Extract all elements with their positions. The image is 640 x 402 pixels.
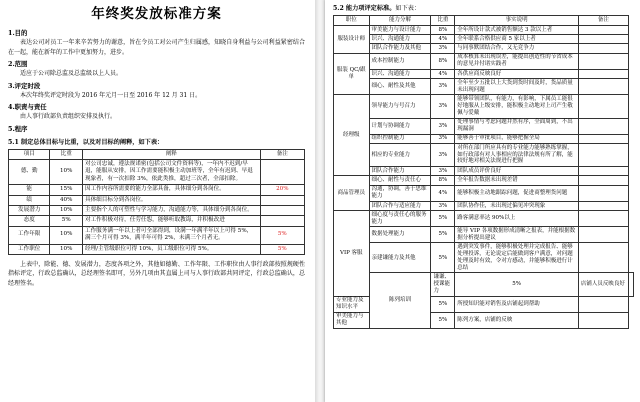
- weight-table: [8, 149, 305, 255]
- section-1-text: 表达公司对员工一年来辛苦努力的谢意，旨在令员工对公司产生归属感，知晓自身利益与公司利益紧密结合在一起，能在新年的工作中更加努力，进步。: [8, 39, 305, 56]
- ability-cell: 团队合作与适应能力: [369, 201, 431, 210]
- desc-cell: 工作服务满一年以上者可全部得到，设满一年满半年以上可得 5%，满三个月可得 3%，满半年可得 2%，未满三个月者无。: [82, 226, 260, 244]
- note-cell: [578, 227, 628, 243]
- note-cell: [578, 211, 628, 227]
- note-cell: [578, 312, 628, 328]
- ability-cell: 计划与协调能力: [369, 118, 431, 134]
- ability-cell: 相应的专业能力: [369, 143, 431, 166]
- note-cell: [578, 95, 628, 118]
- table-row: [334, 201, 634, 210]
- table-row: [334, 25, 634, 34]
- note-cell: [578, 35, 628, 44]
- position-cell: VIP 客服: [334, 211, 370, 296]
- header-fact: 事实说明: [455, 16, 579, 26]
- weight-cell: 3%: [431, 44, 455, 53]
- fact-cell: 团队协作佳，未出现过偏见冲突现象: [455, 201, 579, 210]
- remark-cell: 20%: [260, 185, 304, 195]
- weight-cell: 8%: [431, 53, 455, 69]
- ratio-cell: 40%: [50, 195, 83, 205]
- note-cell: [629, 273, 634, 296]
- weight-cell: 3%: [431, 79, 455, 95]
- weight-cell: 4%: [431, 35, 455, 44]
- item-cell: 发展潜力: [9, 205, 50, 215]
- section-5-1-heading: 5.1 制定总体目标与比重，以及对目标的阐释，如下表：: [8, 138, 164, 146]
- position-cell: 经理级: [334, 95, 370, 176]
- fact-cell: 能够积极主动地跟踪问题，促进商整理货问题: [455, 185, 579, 201]
- ratio-cell: 10%: [50, 159, 83, 184]
- ability-cell: 专业能力及知识水平: [334, 296, 370, 312]
- table-row: [334, 176, 634, 185]
- table-row: [334, 44, 634, 53]
- ability-cell: 领导能力与号召力: [369, 95, 431, 118]
- desc-cell: 主要指个人的可塑性与学习能力，沟通能力等，具体细分到各岗位。: [82, 205, 260, 215]
- section-2-text: 适应于公司除总监及总监级以上人员。: [20, 70, 123, 77]
- desc-cell: 具体细目标分到各岗位。: [82, 195, 260, 205]
- weight-cell: 8%: [431, 25, 455, 34]
- note-cell: [578, 53, 628, 69]
- section-2-heading: 2.范围: [8, 60, 28, 68]
- ratio-cell: 5%: [50, 216, 83, 226]
- page-gutter: [315, 0, 325, 402]
- position-cell: 陈列培训: [369, 273, 431, 328]
- table-row: [334, 273, 634, 296]
- table-row: [9, 159, 305, 184]
- weight-cell: 3%: [431, 134, 455, 143]
- header-item: 项目: [9, 149, 50, 159]
- note-cell: [578, 243, 628, 273]
- weight-cell: 3%: [431, 143, 455, 166]
- ability-cell: 团队合作能力及其他: [369, 44, 431, 53]
- note-cell: [578, 79, 628, 95]
- fact-cell: 全年所设计款式被销售额达 3 款以上者: [455, 25, 579, 34]
- table-row: [334, 35, 634, 44]
- weight-cell: 5%: [431, 211, 455, 227]
- fact-cell: 路客满意率达 90%以上: [455, 211, 579, 227]
- left-document-page: [0, 0, 315, 402]
- table-row: [334, 211, 634, 227]
- ability-cell: 团队合作能力: [369, 167, 431, 176]
- fact-cell: 处理事情与考虑问题井然有序，全面周到，不出现漏洞: [455, 118, 579, 134]
- note-cell: [578, 167, 628, 176]
- header-desc: 阐释: [82, 149, 260, 159]
- ability-cell: 识兴、沟通能力: [369, 35, 431, 44]
- ability-cell: 谦谦、授课能力: [431, 273, 455, 296]
- fact-cell: 能够带领团队，有能力，有影响，下属员工能很好地服从上级安排，能积极主动地对上司产生敬佩与爱戴: [455, 95, 579, 118]
- note-cell: [578, 296, 628, 312]
- table-row: [9, 195, 305, 205]
- table-row: [334, 143, 634, 166]
- ability-cell: 审美能力与设计能力: [369, 25, 431, 34]
- ability-cell: 审美能力与其他: [334, 312, 370, 328]
- weight-table-header-row: [9, 149, 305, 159]
- fact-cell: 能导 VIP 各项数据形成清晰之报表，并能根据数据分析提出建议: [455, 227, 579, 243]
- section-5-2-tail: 如下表：: [395, 5, 421, 12]
- header-ability: 能力分解: [369, 16, 431, 26]
- header-remark: 备注: [260, 149, 304, 159]
- ability-cell: 成本控制能力: [369, 53, 431, 69]
- table-row: [334, 95, 634, 118]
- table-row: [334, 243, 634, 273]
- section-4-heading: 4.职责与责任: [8, 103, 47, 111]
- weight-cell: 5%: [431, 296, 455, 312]
- table-row: [9, 205, 305, 215]
- fact-cell: 与同事默团结合作，又无竞争力: [455, 44, 579, 53]
- note-cell: [578, 143, 628, 166]
- header-note: 备注: [578, 16, 628, 26]
- weight-cell: 3%: [431, 118, 455, 134]
- position-cell: 服装设计师: [334, 25, 370, 53]
- table-footnote: 上表中，除能、德、发展潜力，态度各项之外，其他如德勤、工作年限、工作职位由人事行政部按照规硬性指标评定，行政总监确认，总经理签名即可，另外几项由其直属上司与人事行政部共同评定，行政总监确认，总经理签名。: [8, 260, 305, 287]
- note-cell: [578, 118, 628, 134]
- fact-cell: 全年报告数据未出现差错: [455, 176, 579, 185]
- note-cell: [578, 44, 628, 53]
- table-row: [334, 53, 634, 69]
- ratio-cell: 10%: [50, 205, 83, 215]
- table-row: [334, 227, 634, 243]
- ability-cell: 细心、耐性与责任心: [369, 176, 431, 185]
- ratio-cell: 10%: [50, 226, 83, 244]
- table-row: [334, 134, 634, 143]
- document-title: 年终奖发放标准方案: [91, 6, 222, 22]
- fact-cell: 全年至少五批以上大货到货时间及时，货品质量未出现问题: [455, 79, 579, 95]
- section-4-text: 由人事行政部负责组织安排及执行。: [20, 113, 117, 120]
- section-3-text: 本次年终奖评定时段为 2016 年元月一日至 2016 年 12 月 31 日。: [20, 91, 202, 99]
- weight-cell: 3%: [431, 201, 455, 210]
- right-document-page: [325, 0, 640, 402]
- remark-cell: [260, 195, 304, 205]
- section-5-2-heading: [333, 4, 634, 13]
- ability-cell: 细心、耐性及其他: [369, 79, 431, 95]
- table-row: [334, 167, 634, 176]
- weight-cell: 3%: [431, 167, 455, 176]
- table-row: [334, 118, 634, 134]
- ratio-cell: 10%: [50, 244, 83, 254]
- ability-cell: 数据处理能力: [369, 227, 431, 243]
- table-row: [9, 244, 305, 254]
- header-position: 职位: [334, 16, 370, 26]
- header-ratio: 比重: [50, 149, 83, 159]
- section-3-heading: 3.评定时段: [8, 81, 41, 90]
- note-cell: [578, 25, 628, 34]
- fact-cell: 全年联系合格供应商 5 家以上者: [455, 35, 579, 44]
- fact-cell: 遇到突发事件，能够积极处理并完成报告、能够处理投诉，无论说定后能做到客户满意，对问题处理及时有效，令对方感动，并能够积极进行计总结: [455, 243, 579, 273]
- desc-cell: 对公司忠诚，遵法规诺密(包括公司文件资料等)，一年内不迟到/早退，能服从安排，因工作需要能积极主动加班等，全年有迟到、早退现象者，有一次扣除 3%，依此类推，超过三次者，全部扣除。: [82, 159, 260, 184]
- fact-cell: 成本核算未出现误差，能提出创造性的节省成本的意见并付诸实践者: [455, 53, 579, 69]
- position-cell: 服装 QC/跟单: [334, 53, 370, 95]
- ability-cell: 细心度与责任心的服务能力: [369, 211, 431, 227]
- weight-cell: 5%: [431, 243, 455, 273]
- weight-cell: 3%: [431, 95, 455, 118]
- weight-cell: 5%: [431, 312, 455, 328]
- item-cell: 能: [9, 185, 50, 195]
- ability-table: [333, 15, 634, 329]
- position-cell: 商品管理员: [334, 176, 370, 211]
- desc-cell: 经理/主管级职位可得 10%，员工级职位可得 5%。: [82, 244, 260, 254]
- ability-cell: 组织控制能力: [369, 134, 431, 143]
- ratio-cell: 15%: [50, 185, 83, 195]
- remark-cell: [260, 216, 304, 226]
- ability-cell: 沟通，协调，善于思维能力: [369, 185, 431, 201]
- fact-cell: 团队成员评价良好: [455, 167, 579, 176]
- fact-cell: 能够善于审批项目，能够把握全局: [455, 134, 579, 143]
- remark-cell: [260, 205, 304, 215]
- item-cell: 态度: [9, 216, 50, 226]
- table-row: [9, 226, 305, 244]
- note-cell: [578, 69, 628, 78]
- weight-cell: 4%: [431, 185, 455, 201]
- section-5-2-title: 5.2 能力项评定标准。: [333, 5, 396, 12]
- note-cell: [578, 201, 628, 210]
- table-row: [9, 216, 305, 226]
- table-row: [334, 185, 634, 201]
- item-cell: 工作年限: [9, 226, 50, 244]
- weight-cell: 5%: [455, 273, 579, 296]
- table-row: [9, 185, 305, 195]
- ability-table-header-row: [334, 16, 634, 26]
- table-row: [334, 69, 634, 78]
- remark-cell: 5%: [260, 244, 304, 254]
- item-cell: 德、勤: [9, 159, 50, 184]
- ability-cell: 亲建谦能力及其他: [369, 243, 431, 273]
- section-1-heading: 1.目的: [8, 29, 28, 37]
- fact-cell: 所授知识能对销售及店铺起到帮助: [455, 296, 579, 312]
- fact-cell: 陈列方案，店铺的反映: [455, 312, 579, 328]
- remark-cell: 5%: [260, 226, 304, 244]
- fact-cell: 对所在部门所应具有的专业能力能够熟练掌握，如行政部有对人事相应的法律法规有所了解，能较好地对相关法规进行把握: [455, 143, 579, 166]
- desc-cell: 因工作内容所需要的能力全部具备，具体细分到各岗位。: [82, 185, 260, 195]
- table-row: [334, 79, 634, 95]
- fact-cell: 各供应商反映良好: [455, 69, 579, 78]
- section-5-heading: 5.程序: [8, 124, 28, 133]
- desc-cell: 对工作积极对待，任劳任怨，能够听取教诲，并积极改进: [82, 216, 260, 226]
- note-cell: [578, 134, 628, 143]
- item-cell: 绩: [9, 195, 50, 205]
- note-cell: [578, 176, 628, 185]
- weight-cell: 8%: [431, 176, 455, 185]
- fact-cell: 店铺人员反映良好: [578, 273, 628, 296]
- header-weight: 比重: [431, 16, 455, 26]
- note-cell: [578, 185, 628, 201]
- ability-cell: 识兴、沟通能力: [369, 69, 431, 78]
- weight-cell: 4%: [431, 69, 455, 78]
- remark-cell: [260, 159, 304, 184]
- item-cell: 工作职位: [9, 244, 50, 254]
- weight-cell: 5%: [431, 227, 455, 243]
